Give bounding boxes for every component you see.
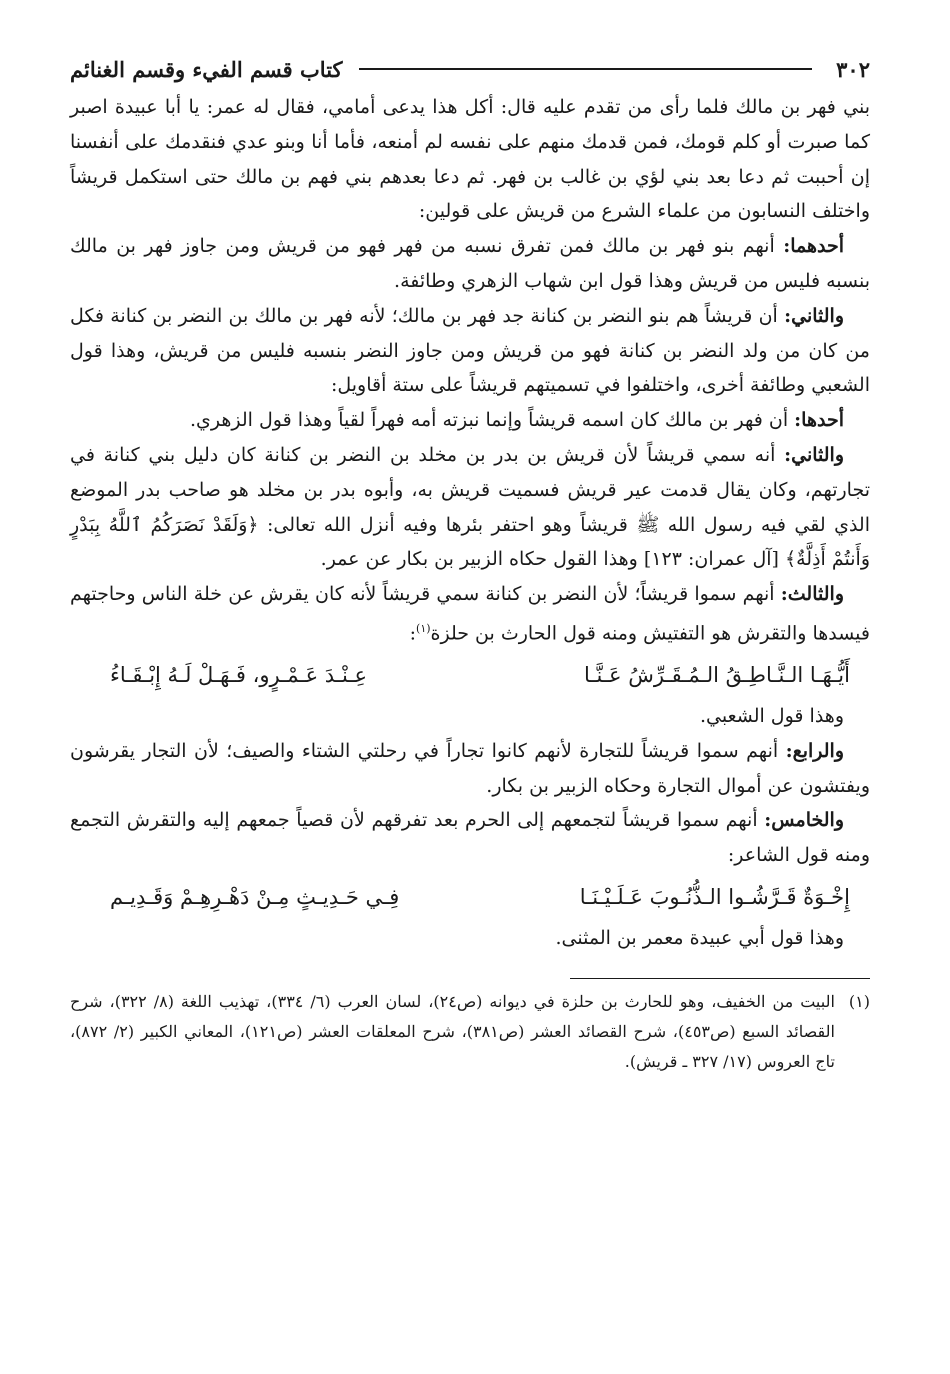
verse-1-second-hemistich: عِـنْـدَ عَـمْـرٍو، فَـهَـلْ لَـهُ إِبْـقَـاءُ	[110, 663, 367, 688]
opinion-second-lead: والثاني:	[784, 304, 844, 327]
reason-fourth-paragraph	[70, 734, 870, 804]
opinion-first-text: أنهم بنو فهر بن مالك فمن تفرق نسبه من فهر فهو من قريش ومن جاوز فهر بن مالك بنسبه فليس من قريش وهذا قول ابن شهاب الزهري وطائفة.	[70, 235, 870, 292]
verse-2-first-hemistich: إِخْـوَةٌ قَـرَّشُـوا الـذُّنُـوبَ عَـلَـيْـنَـا	[579, 885, 850, 910]
header-rule	[359, 68, 813, 70]
verse-2-attribution: وهذا قول أبي عبيدة معمر بن المثنى.	[555, 927, 844, 950]
reason-first-text: أن فهر بن مالك كان اسمه قريشاً وإنما نبزته أمه فهراً لقياً وهذا قول الزهري.	[189, 409, 795, 432]
reason-fifth-lead: والخامس:	[764, 809, 844, 832]
footnote-item	[70, 987, 870, 1077]
reason-first-paragraph	[70, 403, 870, 438]
verse-1-attribution: وهذا قول الشعبي.	[699, 705, 844, 728]
reason-fifth-paragraph	[70, 803, 870, 873]
opinion-first-paragraph	[70, 229, 870, 299]
intro-paragraph: بني فهر بن مالك فلما رأى من تقدم عليه قال: أكل هذا يدعى أمامي، فقال له عمر: يا أبا عبيدة اصبر كما صبرت أو كلم قومك، فمن قدمك منهم على نفسه لم أمنعه، فأما أنا وبنو عدي فنقدمك على أنفسنا إن أحببت ثم دعا بعد بني لؤي بن غالب بن فهر. ثم دعا بعدهم بني فهم بن مالك حتى استكمل قريشاً واختلف النسابون من علماء الشرع من قريش على قولين:	[70, 96, 870, 223]
running-header	[70, 48, 870, 90]
opinion-first-lead: أحدهما:	[783, 235, 844, 258]
reason-second-text: أنه سمي قريشاً لأن قريش بن بدر بن مخلد بن النضر بن كنانة كان دليل بني كنانة في تجارتهم، وكان يقال قدمت عير قريش فسميت قريش به، وأبوه بدر بن مخلد هو صاحب بدر الموضع الذي لقي فيه رسول الله ﷺ قريشاً وهو احتفر بئرها وفيه أنزل الله تعالى: ﴿وَلَقَدْ نَصَرَكُمُ ٱللَّهُ بِبَدْرٍ وَأَنتُمْ أَذِلَّةٌ﴾ [آل عمران: ١٢٣] وهذا القول حكاه الزبير بن بكار عن عمر.	[70, 443, 870, 571]
chapter-title: كتاب قسم الفيء وقسم الغنائم	[70, 56, 343, 82]
footnote-divider	[570, 978, 870, 979]
footnotes-section	[70, 987, 870, 1077]
reason-third-text: أنهم سموا قريشاً؛ لأن النضر بن كنانة سمي قريشاً لأنه كان يقرش عن خلة الناس وحاجتهم فيسدها والتقرش هو التفتيش ومنه قول الحارث بن حلزة	[70, 583, 870, 645]
reason-fourth-text: أنهم سموا قريشاً للتجارة لأنهم كانوا تجاراً في رحلتي الشتاء والصيف؛ لأن التجار يقرشون ويفتشون عن أموال التجارة وحكاه الزبير بن بكار.	[70, 739, 870, 797]
poem-verse-1	[70, 651, 870, 699]
verse-2-second-hemistich: فِـي حَـدِيـثٍ مِـنْ دَهْـرِهِـمْ وَقَـدِيـم	[110, 885, 400, 910]
reason-second-lead: والثاني:	[784, 443, 844, 466]
poem-verse-2	[70, 873, 870, 921]
footnote-text: البيت من الخفيف، وهو للحارث بن حلزة في ديوانه (ص٢٤)، لسان العرب (٦/ ٣٣٤)، تهذيب اللغة (٨/ ٣٢٢)، شرح القصائد السبع (ص٤٥٣)، شرح القصائد العشر (ص٣٨١)، شرح المعلقات العشر (ص١٢١)، المعاني الكبير (٢/ ٨٧٢)، تاج العروس (١٧/ ٣٢٧ ـ قريش).	[70, 991, 835, 1071]
opinion-second-text: أن قريشاً هم بنو النضر بن كنانة جد فهر بن مالك؛ لأنه فهر بن مالك بن النضر بن كنانة فكل من كان من ولد النضر بن كنانة فهو من قريش ومن جاوز النضر بنسبه فليس من قريش، وهذا قول الشعبي وطائفة أخرى، واختلفوا في تسميتهم قريشاً على ستة أقاويل:	[70, 304, 870, 397]
reason-third-lead: والثالث:	[780, 583, 844, 606]
reason-fourth-lead: والرابع:	[785, 739, 844, 762]
reason-fifth-text: أنهم سموا قريشاً لتجمعهم إلى الحرم بعد تفرقهم لأن قصياً جمعهم إليه والتقرش التجمع ومنه قول الشاعر:	[70, 809, 870, 867]
footnote-reference[interactable]: (١)	[416, 621, 431, 635]
verse-1-first-hemistich: أَيُّـهَـا الـنَّـاطِـقُ الـمُـقَـرِّشُ عَـنَّـا	[584, 663, 850, 688]
footnote-number: (١)	[848, 991, 870, 1011]
reason-first-lead: أحدها:	[794, 409, 844, 432]
reason-third-colon: :	[409, 622, 417, 645]
reason-second-paragraph	[70, 438, 870, 577]
reason-third-paragraph	[70, 577, 870, 651]
opinion-second-paragraph	[70, 299, 870, 403]
main-text	[70, 90, 870, 956]
book-page	[70, 48, 870, 1077]
page-number: ٣٠٢	[836, 56, 870, 82]
